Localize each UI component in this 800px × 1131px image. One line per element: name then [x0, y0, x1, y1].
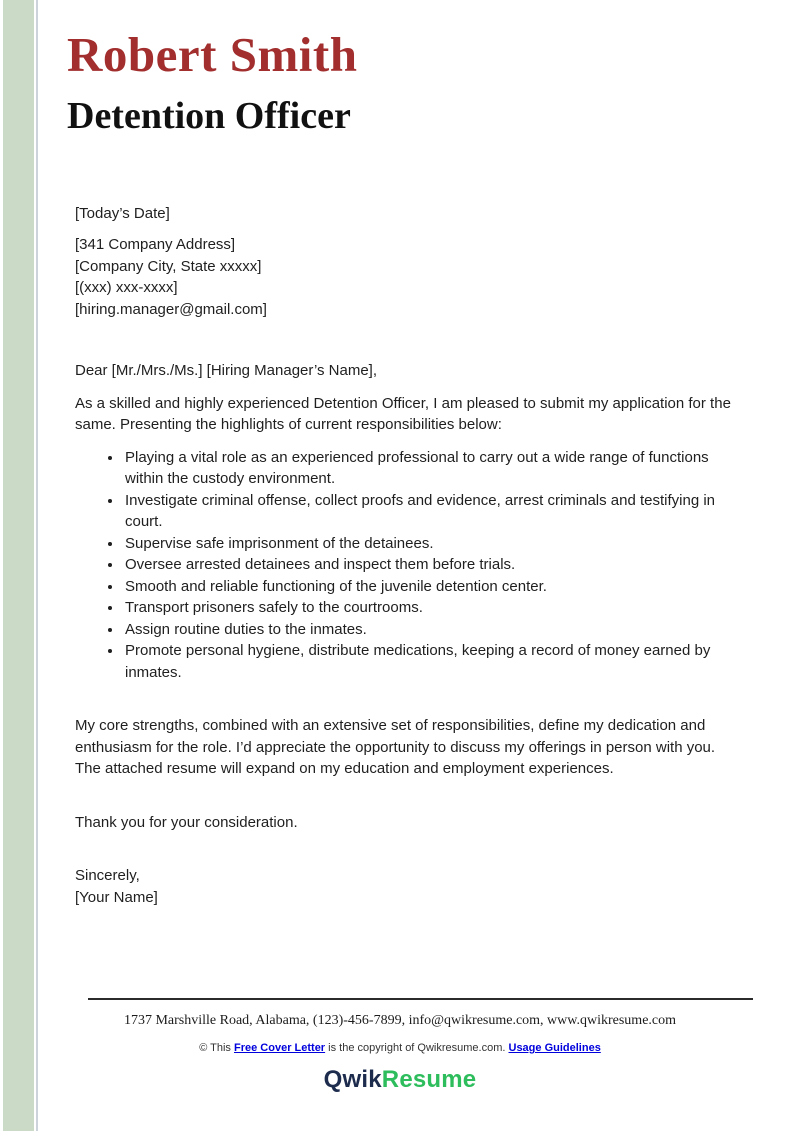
recipient-email-line: [hiring.manager@gmail.com]	[75, 300, 267, 318]
responsibility-item: • Smooth and reliable functioning of the juvenile detention center.	[123, 576, 735, 598]
copyright-middle: is the copyright of Qwikresume.com.	[325, 1042, 509, 1054]
applicant-name: Robert Smith	[67, 27, 358, 82]
thanks-line: Thank you for your consideration.	[75, 813, 298, 831]
qwikresume-logo	[0, 1066, 800, 1094]
responsibility-item: • Investigate criminal offense, collect proofs and evidence, arrest criminals and testifying in court.	[123, 490, 735, 533]
footer-copyright-line	[0, 1042, 800, 1054]
logo-resume-text: Resume	[381, 1066, 477, 1093]
date-placeholder: [Today’s Date]	[75, 204, 170, 222]
responsibility-item: • Supervise safe imprisonment of the detainees.	[123, 533, 735, 555]
job-title: Detention Officer	[67, 94, 351, 137]
responsibility-item: • Transport prisoners safely to the courtrooms.	[123, 597, 735, 619]
footer-divider	[88, 998, 753, 1000]
signoff-block	[75, 865, 735, 908]
recipient-address-block	[75, 234, 735, 320]
salutation: Dear [Mr./Mrs./Ms.] [Hiring Manager’s Name],	[75, 362, 378, 380]
responsibility-item: • Oversee arrested detainees and inspect them before trials.	[123, 554, 735, 576]
free-cover-letter-link[interactable]: Free Cover Letter	[234, 1042, 326, 1054]
closing-paragraph: My core strengths, combined with an extensive set of responsibilities, define my dedication and enthusiasm for the role. I’d appreciate the opportunity to discuss my offerings in person with you. The attached resume will expand on my education and employment experiences.	[75, 717, 716, 778]
page-footer	[0, 998, 800, 1094]
intro-paragraph: As a skilled and highly experienced Detention Officer, I am pleased to submit my application for the same. Presenting the highlights of current responsibilities below:	[75, 394, 731, 434]
recipient-address-line: [341 Company Address]	[75, 236, 236, 254]
signature-placeholder: [Your Name]	[75, 888, 158, 906]
recipient-phone-line: [(xxx) xxx-xxxx]	[75, 279, 178, 297]
responsibility-item: • Playing a vital role as an experienced professional to carry out a wide range of functions within the custody environment.	[123, 447, 735, 490]
recipient-address-line: [Company City, State xxxxx]	[75, 257, 262, 275]
letter-body	[75, 203, 735, 909]
signoff-line: Sincerely,	[75, 867, 140, 885]
logo-qwik-text: Qwik	[323, 1066, 382, 1093]
footer-contact-line: 1737 Marshville Road, Alabama, (123)-456-7899, info@qwikresume.com, www.qwikresume.com	[123, 1013, 677, 1028]
responsibility-item: • Assign routine duties to the inmates.	[123, 619, 735, 641]
copyright-prefix: © This	[199, 1042, 234, 1054]
responsibility-item: • Promote personal hygiene, distribute medications, keeping a record of money earned by inmates.	[123, 640, 735, 683]
responsibilities-list	[75, 447, 735, 684]
usage-guidelines-link[interactable]: Usage Guidelines	[508, 1042, 601, 1054]
